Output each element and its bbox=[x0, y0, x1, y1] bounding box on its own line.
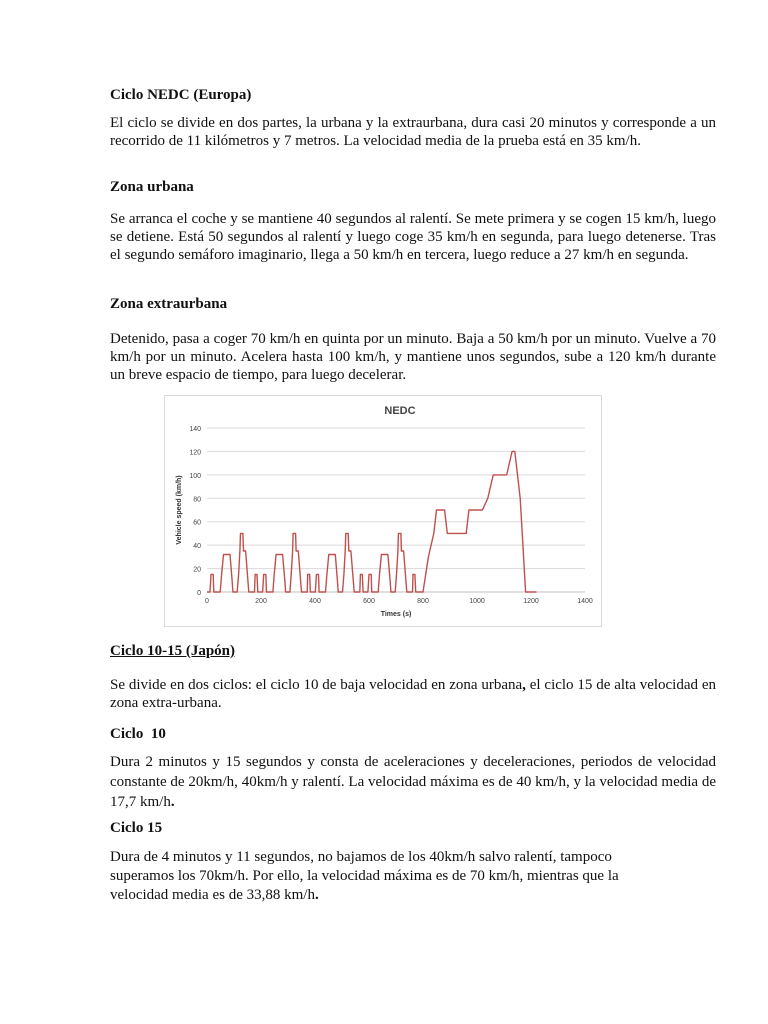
paragraph-ciclo-10-text: Dura 2 minutos y 15 segundos y consta de aceleraciones y deceleraciones, periodos de velocidad constante de 20km/h, 40km/h y ralentí. La velocidad máxima es de 40 km/h, y la velocidad media de 17,7 km/h bbox=[110, 754, 716, 810]
x-tick-label: 600 bbox=[363, 598, 375, 605]
heading-ciclo-10: Ciclo 10 bbox=[110, 726, 166, 742]
paragraph-japon-part-b: el ciclo 15 de alta velocidad en zona extra-urbana. bbox=[110, 677, 716, 711]
paragraph-ciclo-10 bbox=[110, 752, 716, 812]
x-tick-label: 800 bbox=[417, 598, 429, 605]
paragraph-ciclo-15-text: Dura de 4 minutos y 11 segundos, no bajamos de los 40km/h salvo ralentí, tampoco superamos los 70km/h. Por ello, la velocidad máxima es de 70 km/h, mientras que la velocidad media es de 33,88 km/h bbox=[110, 849, 619, 903]
chart-title: NEDC bbox=[384, 405, 416, 417]
speed-series-line bbox=[312, 533, 365, 592]
x-tick-label: 1400 bbox=[577, 598, 593, 605]
y-tick-label: 40 bbox=[193, 543, 201, 551]
y-tick-label: 120 bbox=[189, 449, 201, 457]
y-axis-label: Vehicle speed (km/h) bbox=[176, 475, 183, 545]
paragraph-ciclo-15-end: . bbox=[314, 887, 319, 903]
x-tick-label: 400 bbox=[309, 598, 321, 605]
x-tick-label: 1200 bbox=[523, 598, 539, 605]
x-tick-label: 200 bbox=[255, 598, 267, 605]
paragraph-ciclo-10-end: . bbox=[170, 794, 175, 810]
y-tick-label: 80 bbox=[193, 496, 201, 504]
heading-zona-extraurbana: Zona extraurbana bbox=[110, 296, 228, 312]
y-tick-label: 0 bbox=[197, 590, 201, 597]
y-tick-label: 100 bbox=[189, 472, 201, 480]
y-tick-label: 20 bbox=[193, 566, 201, 574]
y-tick-label: 140 bbox=[189, 426, 201, 433]
nedc-chart-svg bbox=[165, 396, 601, 626]
nedc-chart bbox=[164, 395, 602, 627]
paragraph-japon-part-a: Se divide en dos ciclos: el ciclo 10 de baja velocidad en zona urbana bbox=[110, 677, 523, 693]
heading-nedc: Ciclo NEDC (Europa) bbox=[110, 87, 252, 103]
heading-ciclo-15: Ciclo 15 bbox=[110, 820, 163, 836]
y-tick-label: 60 bbox=[193, 519, 201, 527]
paragraph-urbana: Se arranca el coche y se mantiene 40 segundos al ralentí. Se mete primera y se cogen 15 km/h, luego se detiene. Está 50 segundos al ralentí y luego coge 35 km/h en segunda, para luego detenerse. Tras el segundo semáforo imaginario, llega a 50 km/h en tercera, luego reduce a 27 km/h en segunda. bbox=[110, 211, 716, 263]
speed-series-line bbox=[260, 533, 313, 592]
heading-ciclo-japon: Ciclo 10-15 (Japón) bbox=[110, 643, 235, 659]
x-tick-label: 0 bbox=[205, 598, 209, 605]
paragraph-ciclo-15 bbox=[110, 848, 670, 905]
heading-zona-urbana: Zona urbana bbox=[110, 179, 194, 195]
paragraph-intro: El ciclo se divide en dos partes, la urbana y la extraurbana, dura casi 20 minutos y corresponde a un recorrido de 11 kilómetros y 7 metros. La velocidad media de la prueba está en 35 km/h. bbox=[110, 115, 716, 149]
speed-series-line bbox=[207, 533, 260, 592]
x-tick-label: 1000 bbox=[469, 598, 485, 605]
paragraph-extraurbana: Detenido, pasa a coger 70 km/h en quinta por un minuto. Baja a 50 km/h por un minuto. Vuelve a 70 km/h por un minuto. Acelera hasta 100 km/h, y mantiene unos segundos, sube a 120 km/h durante un breve espacio de tiempo, para luego decelerar. bbox=[110, 331, 716, 383]
x-axis-label: Times (s) bbox=[380, 611, 412, 618]
speed-series-line bbox=[365, 533, 418, 592]
paragraph-japon-comma: , bbox=[522, 677, 526, 693]
paragraph-japon bbox=[110, 676, 716, 712]
